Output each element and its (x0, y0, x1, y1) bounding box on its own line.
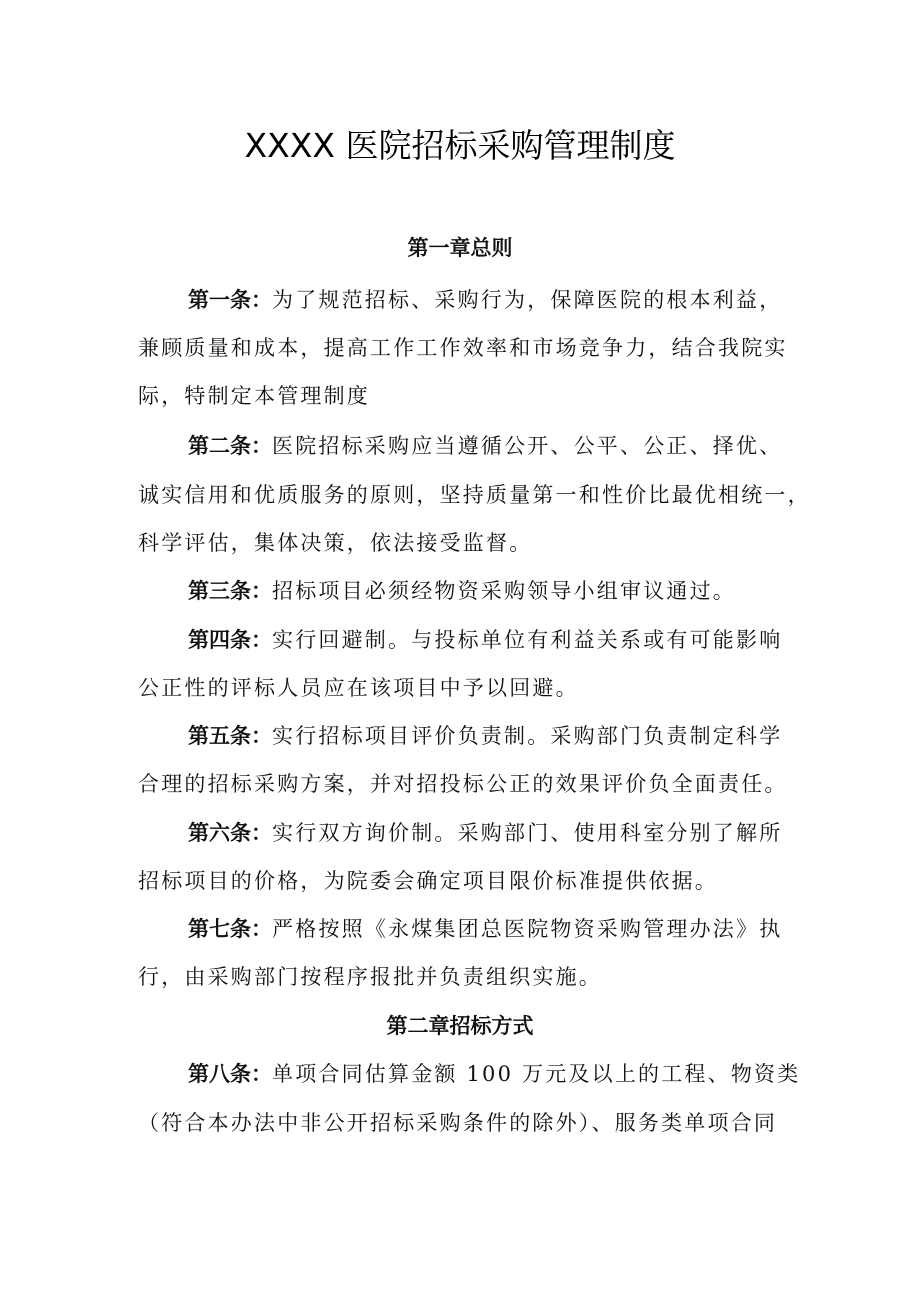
article-label: 第三条： (188, 579, 272, 603)
article-6-line-2: 招标项目的价格，为院委会确定项目限价标准提供依据。 (138, 869, 718, 893)
article-1-line-1: 第一条：为了规范招标、采购行为，保障医院的根本利益， (188, 288, 783, 312)
article-1-line-3: 际，特制定本管理制度 (138, 384, 370, 408)
article-label: 第二条： (188, 434, 272, 458)
article-5-line-2: 合理的招标采购方案，并对招投标公正的效果评价负全面责任。 (138, 772, 788, 796)
article-label: 第七条： (188, 917, 272, 941)
article-1-line-2: 兼顾质量和成本，提高工作工作效率和市场竞争力，结合我院实 (138, 336, 788, 360)
article-2-line-2: 诚实信用和优质服务的原则，坚持质量第一和性价比最优相统一， (138, 483, 811, 507)
article-5-line-1: 第五条：实行招标项目评价负责制。采购部门负责制定科学 (188, 724, 783, 748)
article-label: 第八条： (188, 1062, 272, 1086)
article-3-line-1: 第三条：招标项目必须经物资采购领导小组审议通过。 (188, 579, 736, 603)
article-label: 第五条： (188, 724, 272, 748)
chapter-heading-2: 第二章招标方式 (386, 1014, 534, 1038)
chapter-heading-1: 第一章总则 (407, 236, 513, 260)
article-2-line-1: 第二条：医院招标采购应当遵循公开、公平、公正、择优、 (188, 434, 783, 458)
article-4-line-1: 第四条：实行回避制。与投标单位有利益关系或有可能影响 (188, 628, 783, 652)
article-8-line-1: 第八条：单项合同估算金额 100 万元及以上的工程、物资类 (188, 1062, 801, 1086)
article-6-line-1: 第六条：实行双方询价制。采购部门、使用科室分别了解所 (188, 821, 783, 845)
document-title: XXXX 医院招标采购管理制度 (244, 126, 676, 165)
article-7-line-1: 第七条：严格按照《永煤集团总医院物资采购管理办法》执 (188, 917, 783, 941)
article-8-line-2: （符合本办法中非公开招标采购条件的除外）、服务类单项合同 (138, 1111, 778, 1135)
article-2-line-3: 科学评估，集体决策，依法接受监督。 (138, 531, 533, 555)
article-label: 第四条： (188, 628, 272, 652)
article-4-line-2: 公正性的评标人员应在该项目中予以回避。 (138, 676, 579, 700)
article-label: 第六条： (188, 821, 272, 845)
article-7-line-2: 行，由采购部门按程序报批并负责组织实施。 (138, 965, 602, 989)
article-label: 第一条： (188, 288, 272, 312)
